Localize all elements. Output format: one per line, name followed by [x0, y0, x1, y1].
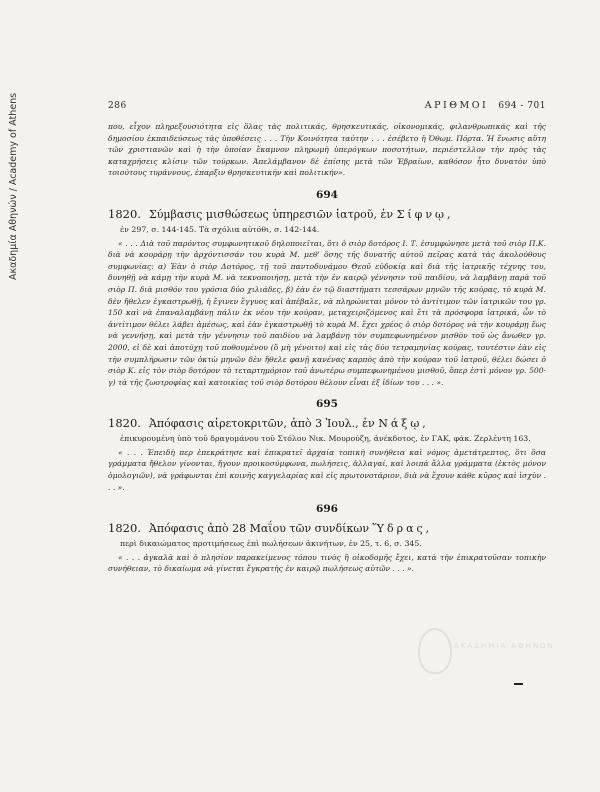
entry-year: 1820.: [108, 206, 141, 221]
watermark-emblem-icon: [418, 628, 452, 674]
entry-number: 694: [316, 188, 338, 201]
entry-place: Νάξῳ,: [378, 417, 429, 431]
entry-title-text: Σύμβασις μισθώσεως ὑπηρεσιῶν ἰατροῦ, ἐν: [148, 207, 394, 221]
entry: [108, 189, 546, 388]
watermark-text: ΑΚΑΔΗΜΙΑ ΑΘΗΝΩΝ: [454, 642, 555, 650]
running-head: [108, 100, 546, 111]
entry-excerpt: « . . . ἀγκαλὰ καὶ ὁ πλησίον παρακείμενος τόπου τινὸς ἢ οἰκοδομῆς ἔχει, κατὰ τὴν ἐπικρατοῦσαν τοπικὴν συνήθειαν, τὸ δικαίωμα νὰ γίνεται ἔγκρατὴς ἐν καιρῷ πωλήσεως αὐτῶν . . . ».: [108, 552, 546, 574]
entry-reference: ἐπικυρουμένη ὑπὸ τοῦ δραγομάνου τοῦ Στόλου Νικ. Μουρούζη, ἀνέκδοτος, ἐν ΓΑΚ, φάκ. Ζερλέντη 163.: [120, 434, 531, 444]
entry-title: [108, 416, 546, 431]
running-head-title: [425, 100, 546, 111]
page-number: 286: [108, 101, 127, 111]
entry-year: 1820.: [108, 521, 141, 536]
entry-title-text: Ἀπόφασις αἱρετοκριτῶν, ἀπὸ 3 Ἰουλ., ἐν: [148, 417, 375, 431]
entry-reference: ἐν 297, σ. 144-145. Τὰ σχόλια αὐτόθι, σ. 142-144.: [120, 224, 320, 234]
entry: [108, 503, 546, 575]
intro-paragraph: που, εἶχον πληρεξουσιότητα εἰς ὅλας τὰς πολιτικάς, θρησκευτικάς, οἰκονομικάς, φιλανθρωπικάς καὶ τῆς δημοσίου ἐκπαιδεύσεως τὰς ὑποθέσεις . . . Τὴν Κοινότητα ταύτην . . . ἐσέβετο ἡ Ὀθωμ. Πόρτα. Ἡ ἕνωσις αὕτη τῶν χριστιανῶν καὶ ἡ τὴν ὁποίαν ἔκαμνον πληρωμὴ ὑπερόγκων ποσοτήτων, περιέστελλον τὴν πρὸς τὰς καταχρήσεις κλίσιν τῶν τούρκων. Ἀπελάμβανον δὲ ἐπίσης μετὰ τῶν Ἑβραίων, καθόσον ἦτο δυνατὸν ὑπὸ τοιούτους τυράννους, ἐπαρξιν θρησκευτικὴν καὶ πολιτικήν».: [108, 122, 546, 178]
entry-number: 696: [316, 503, 338, 516]
entry-reference: περὶ δικαιώματος προτιμήσεως ἐπὶ πωλήσεων ἀκινήτων, ἐν 25, τ. 6, σ. 345.: [120, 539, 422, 549]
entry-place: Σίφνῳ,: [396, 207, 454, 221]
academy-watermark: [418, 628, 558, 674]
entry-year: 1820.: [108, 416, 141, 431]
entry-place: Ὕδρας,: [372, 522, 433, 536]
book-page: [108, 100, 546, 575]
header-range: 694 - 701: [498, 101, 546, 111]
entry-number: 695: [316, 398, 338, 411]
entry-excerpt: « . . . Διὰ τοῦ παρόντος συμφωνητικοῦ δηλοποιεῖται, ὅτι ὁ σιὸρ δοτόρος Ι. Τ. ἐσυμφώνησε μετὰ τοῦ σιὸρ Π.Κ. διὰ νὰ κουράρῃ τὴν ἀρχόντισσάν του κυρὰ Μ. μεθ' ὅσης τῆς δυνατῆς αὐτοῦ πεῖρας κατὰ τὰς ἀκολούθους συμφωνίας: α) Ἐὰν ὁ σιὸρ Δοτόρος, τῇ τοῦ παντοδυνάμου Θεοῦ εὐδοκίᾳ καὶ διὰ τῆς ἰατρικῆς τέχνης του, δυνηθῇ νὰ κάμῃ τὴν κυρὰ Μ. νὰ τεκνοποιήσῃ, μετὰ τὴν ἐν καιρῷ γέννησιν τοῦ παιδίου, νὰ λαμβάνῃ παρὰ τοῦ σιὸρ Π. διὰ μισθόν του γρόσια δύο χιλιάδες, β) ἐὰν ἐν τῷ διαστήματι τεσσάρων μηνῶν τῆς κούρας, τὸ κυρὰ Μ. δὲν ἤθελεν ἐγκαστρωθῇ, ἡ ἔγινεν ἔγγυος καὶ ἀπέβαλε, νὰ πληρώνεται μόνον τὸ ἀντίτιμον τῶν ἰατρικῶν του γρ. 150 καὶ νὰ ἐπαναλαμβάνῃ πάλιν ἐκ νέου τὴν κούραν, μεταχειριζόμενος καὶ ἔτι τὰ πρόσφορα ἰατρικά, ὧν τὸ ἀντίτιμον θέλει λάβει ἀμέσως, καὶ ἐὰν ἐγκαστρωθῇ τὸ κυρὰ Μ. ἔχει χρέος ὁ σιὸρ δοτόρος νὰ τὴν κουράρῃ ἕως νὰ γεννήσῃ, καὶ μετὰ τὴν γέννησιν τοῦ παιδίου νὰ λαμβάνῃ τὸν συμπεφωνημένον μισθὸν τοῦ ὡς ἄνωθεν γρ. 2000, εἰ δὲ καὶ ἀποτύχῃ τοῦ ποθουμένου (ὅ μὴ γένοιτο) καὶ εἰς τὰς δύο τετραμηνίας κούρας, τουτέστιν ἐὰν εἰς τὴν συμπλήρωσιν τῶν ὀκτὼ μηνῶν δὲν ἤθελε φανῇ κανένας καρπὸς ἀπὸ τὴν κούραν τοῦ ἰατροῦ, θέλει δώσει ὁ σιὸρ Κ. εἰς τὸν σιὸρ δοτόρον τὸ τεταρτημόριον τοῦ ἀνωτέρω συμπεφωνημένου μισθοῦ, ὅπερ ἐστὶ μόνον γρ. 500· γ) τὰ τῆς ζωοτροφίας καὶ κατοικίας τοῦ σιὸρ δοτόρου θέλουν εἶναι ἐξ ἰδίων του . . . ».: [108, 238, 546, 387]
entry-title: [108, 521, 546, 536]
entry-title: [108, 207, 546, 222]
page-mark: [514, 683, 523, 685]
entry-title-text: Ἀπόφασις ἀπὸ 28 Μαΐου τῶν συνδίκων: [148, 522, 370, 536]
side-label-text: Ακαδημία Αθηνών / Academy of Athens: [8, 92, 19, 280]
entry-excerpt: « . . . Ἐπειδὴ περ ἐπεκράτησε καὶ ἐπικρατεῖ ἀρχαία τοπικὴ συνήθεια καὶ νόμος ἀμετάτρεπτος, ὅτι ὅσα γράμματα ἤθελον γίνονται, ἤγουν προικοσύμφωνα, πωλήσεις, ἀλλαγαί, καὶ λοιπὰ ἄλλα γράμματα (ἐκτὸς μόνον ὁμολογιῶν), νὰ γράφωνται ἐπὶ κοινῆς καγγελαρίας καὶ εἰς πρωτονοτάριον, διὰ νὰ ἔχουν κάθε κῦρος καὶ ἰσχὺν . . . ».: [108, 447, 546, 492]
archive-side-label: [8, 40, 22, 280]
header-title: ΑΡΙΘΜΟΙ: [424, 100, 489, 111]
entry: [108, 398, 546, 493]
